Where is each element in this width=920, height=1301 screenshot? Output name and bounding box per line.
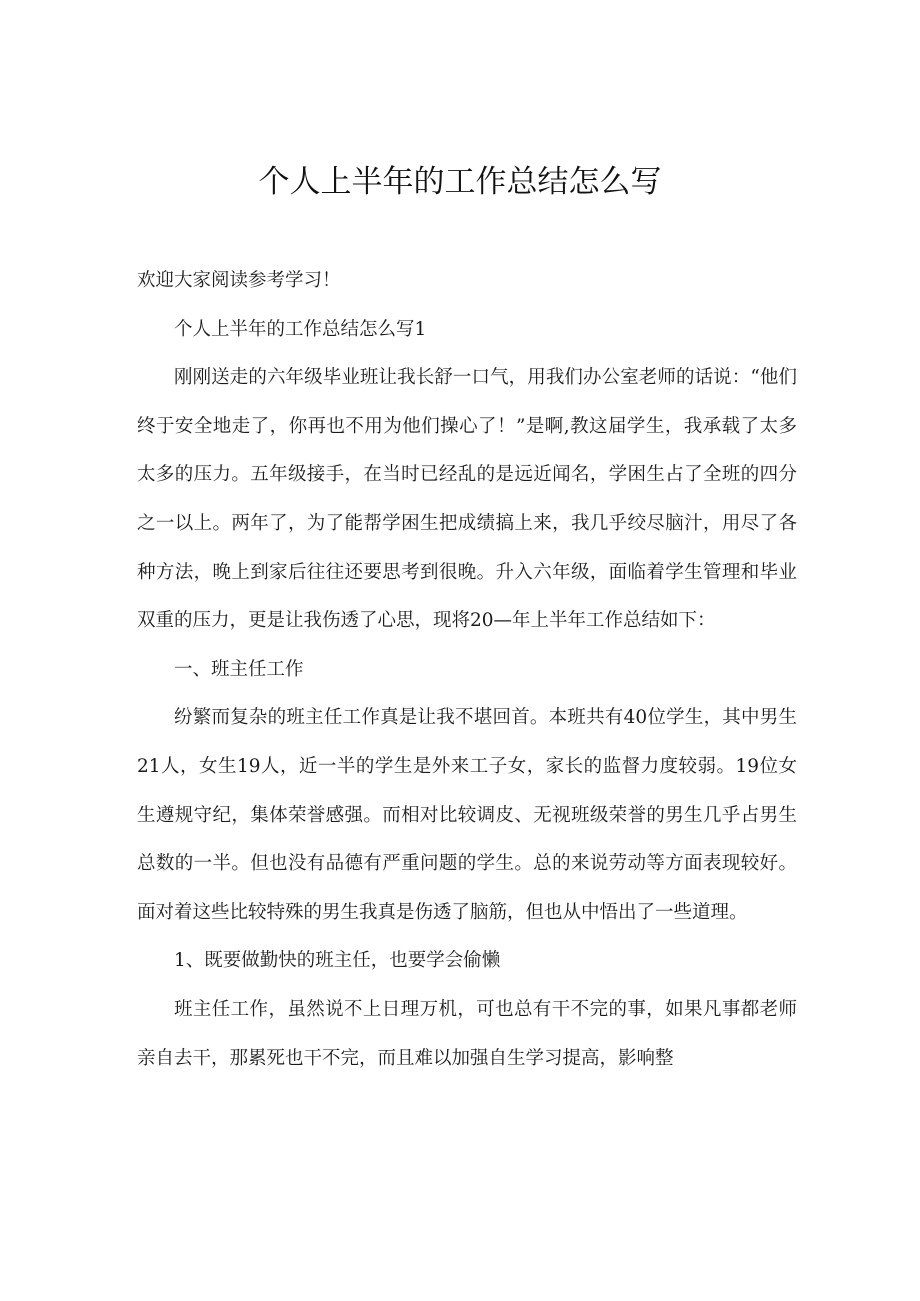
subsection-heading: 1、既要做勤快的班主任，也要学会偷懒 [174,950,501,972]
paragraph-teacher-work: 班主任工作，虽然说不上日理万机，可也总有干不完的事，如果凡事都老师亲自去干，那累死也干不完，而且难以加强自生学习提高，影响整 [137,998,797,1069]
paragraph-class-overview: 纷繁而复杂的班主任工作真是让我不堪回首。本班共有40位学生，其中男生21人，女生19人，近一半的学生是外来工子女，家长的监督力度较弱。19位女生遵规守纪，集体荣誉感强。而相对比较调皮、无视班级荣誉的男生几乎占男生总数的一半。但也没有品德有严重问题的学生。总的来说劳动等方面表现较好。面对着这些比较特殊的男生我真是伤透了脑筋，但也从中悟出了一些道理。 [137,707,797,923]
section-heading: 一、班主任工作 [174,658,304,680]
document-title: 个人上半年的工作总结怎么写 [258,164,662,200]
paragraph-subtitle: 个人上半年的工作总结怎么写1 [174,318,427,340]
paragraph-greeting: 欢迎大家阅读参考学习！ [137,270,341,291]
document-body [137,257,797,1083]
paragraph-intro: 刚刚送走的六年级毕业班让我长舒一口气，用我们办公室老师的话说：“他们终于安全地走了，你再也不用为他们操心了！”是啊,教这届学生，我承载了太多太多的压力。五年级接手，在当时已经乱的是远近闻名，学困生占了全班的四分之一以上。两年了，为了能帮学困生把成绩搞上来，我几乎绞尽脑汁，用尽了各种方法，晚上到家后往往还要思考到很晚。升入六年级，面临着学生管理和毕业双重的压力，更是让我伤透了心思，现将20—年上半年工作总结如下： [137,367,797,632]
